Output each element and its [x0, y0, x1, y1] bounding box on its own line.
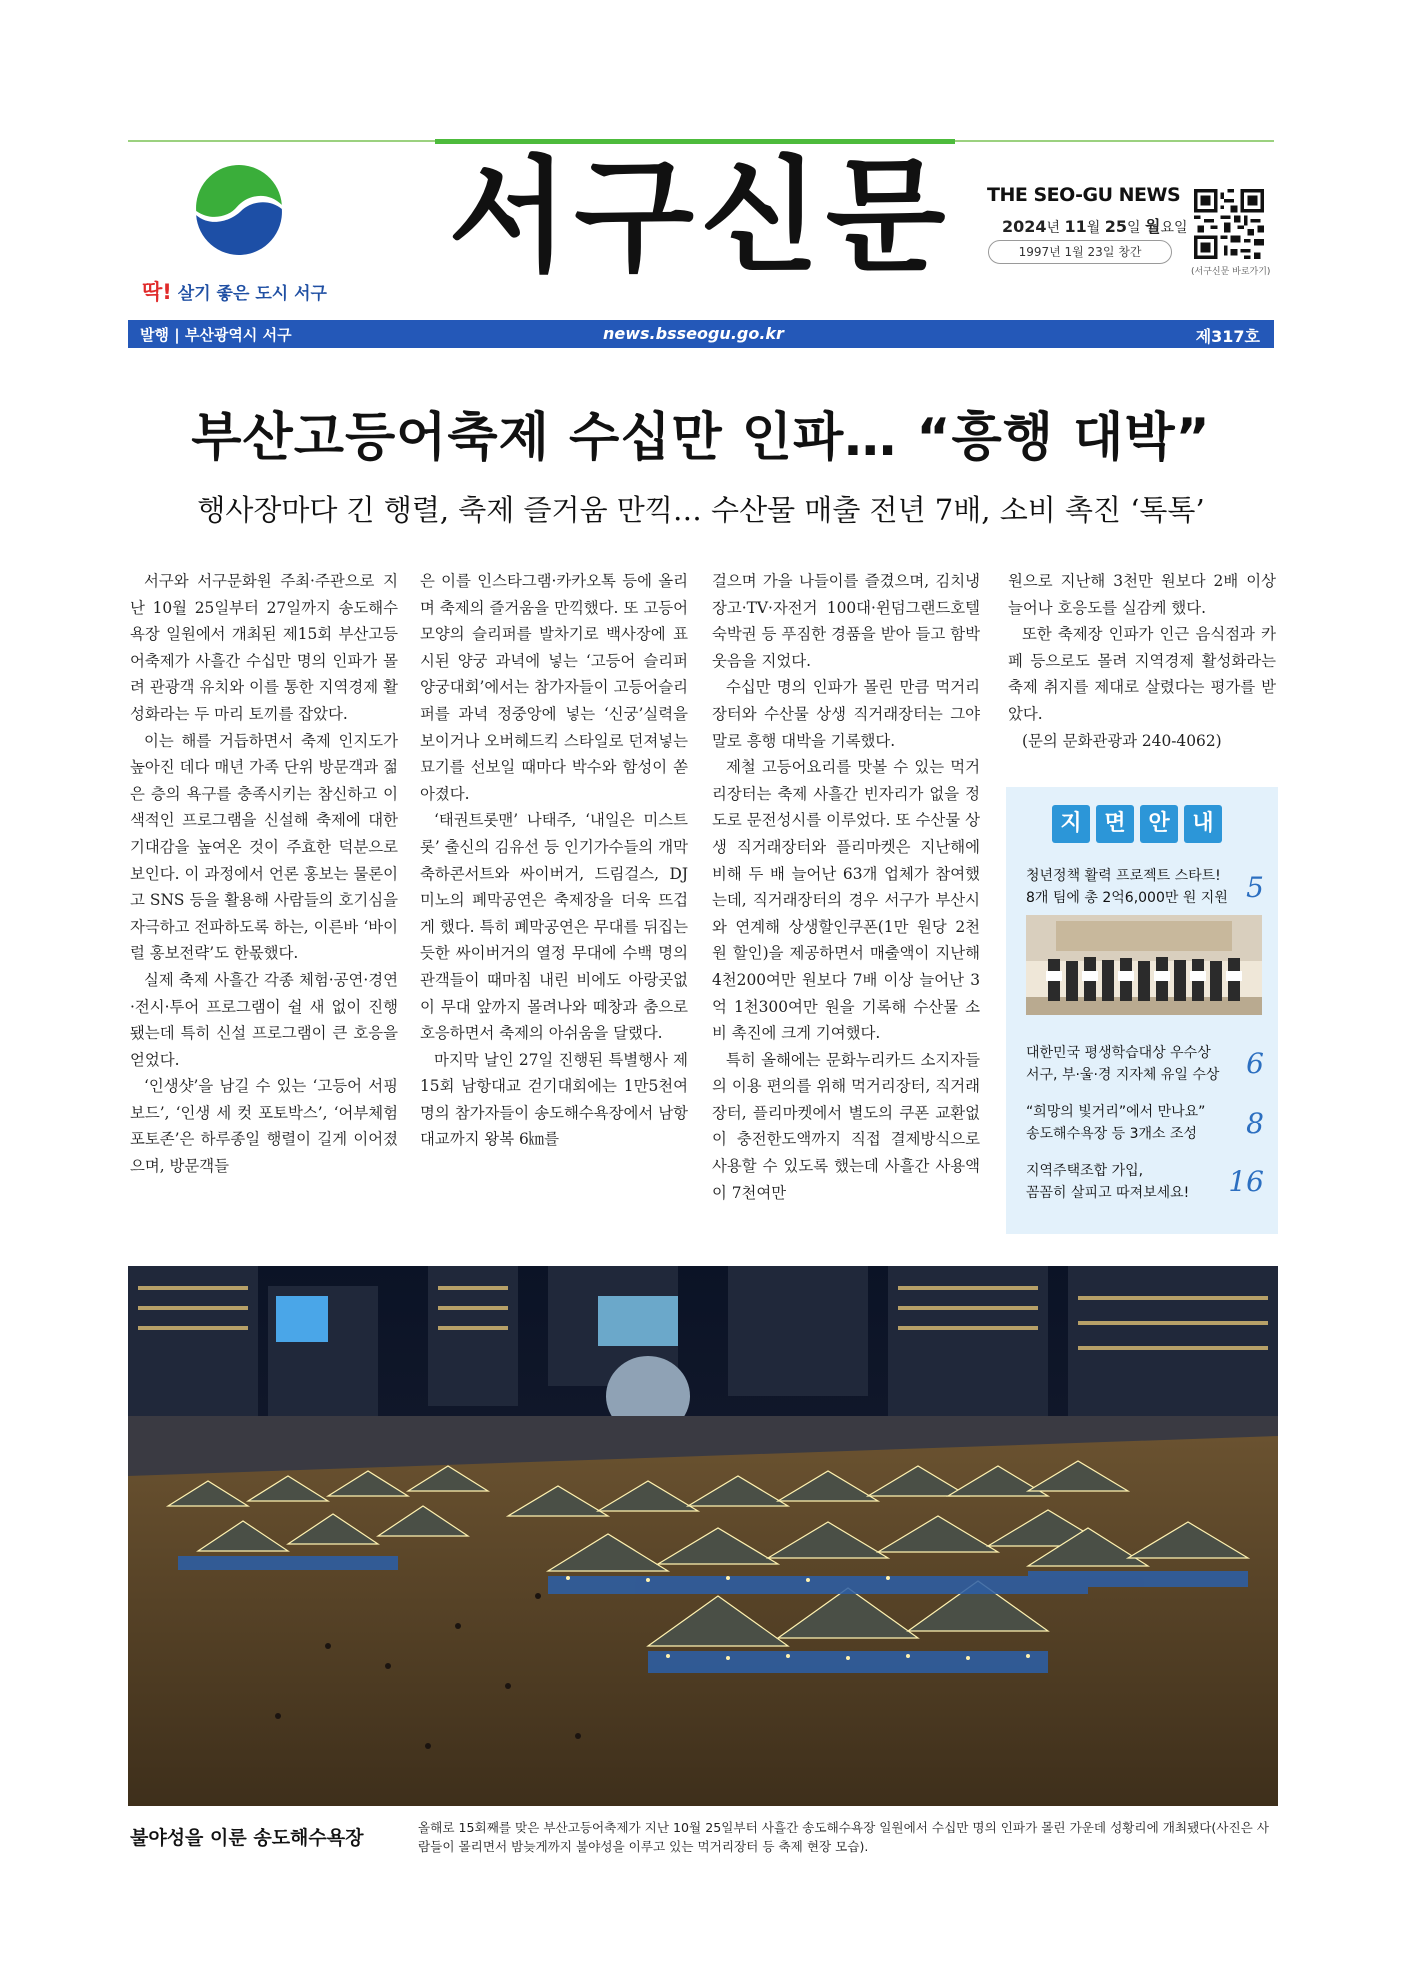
paragraph: 마지막 날인 27일 진행된 특별행사 제15회 남항대교 걷기대회에는 1만5천여 명의 참가자들이 송도해수욕장에서 남항대교까지 왕복 6㎞를	[420, 1050, 688, 1149]
website-link[interactable]: news.bsseogu.go.kr	[603, 324, 784, 343]
article-column-1	[130, 568, 398, 1180]
contact-line: (문의 문화관광과 240-4062)	[1022, 731, 1222, 750]
youth-project-photo	[1026, 915, 1262, 1015]
city-slogan: 딱! 살기 좋은 도시 서구	[142, 280, 327, 304]
index-item-lifelong-learning[interactable]	[1026, 1042, 1219, 1086]
paragraph: 서구와 서구문화원 주최·주관으로 지난 10월 25일부터 27일까지 송도해수욕장 일원에서 개최된 제15회 부산고등어축제가 사흘간 수십만 명의 인파가 몰려 관광객 유치와 이를 통한 지역경제 활성화라는 두 마리 토끼를 잡았다.	[130, 572, 398, 723]
paragraph: ‘태권트롯맨’ 나태주, ‘내일은 미스트롯’ 출신의 김유선 등 인기가수들의 개막 축하콘서트와 싸이버거, 드림걸스, DJ 미노의 폐막공연은 축제장을 더욱 뜨겁게 했다. 특히 폐막공연은 무대를 뒤집는 듯한 싸이버거의 열정 무대에 수백 명의 관객들이 때마침 내린 비에도 아랑곳없이 무대 앞까지 몰려나와 떼창과 춤으로 호응하면서 축제의 아쉬움을 달랬다.	[420, 811, 688, 1043]
index-item-line: 서구, 부·울·경 지자체 유일 수상	[1026, 1067, 1220, 1083]
photo-caption-text: 올해로 15회째를 맞은 부산고등어축제가 지난 10월 25일부터 사흘간 송도해수욕장 일원에서 수십만 명의 인파가 몰린 가운데 성황리에 개최됐다(사진은 사람들이 몰리면서 밤늦게까지 불야성을 이루고 있는 먹거리장터 등 축제 현장 모습).	[418, 1820, 1269, 1854]
paragraph: 특히 올해에는 문화누리카드 소지자들의 이용 편의를 위해 먹거리장터, 직거래장터, 플리마켓에서 별도의 쿠폰 교환없이 충전한도액까지 직접 결제방식으로 사용할 수 있도록 했는데 사흘간 사용액이 7천여만	[712, 1050, 980, 1202]
main-headline: 부산고등어축제 수십만 인파… “흥행 대박”	[191, 408, 1211, 468]
sub-headline: 행사장마다 긴 행렬, 축제 즐거움 만끽… 수산물 매출 전년 7배, 소비 촉진 ‘톡톡’	[197, 493, 1205, 527]
article-column-4	[1008, 568, 1276, 748]
index-page-number: 16	[1228, 1165, 1264, 1198]
index-page-number: 6	[1246, 1047, 1264, 1080]
index-item-housing[interactable]	[1026, 1160, 1189, 1204]
page-index-title	[1052, 805, 1228, 843]
index-title-char: 내	[1184, 805, 1222, 843]
index-title-char: 지	[1052, 805, 1090, 843]
publisher-label: 발행 | 부산광역시 서구	[140, 326, 292, 344]
article-column-2	[420, 568, 688, 1153]
newspaper-title: 서구신문	[448, 145, 952, 289]
index-title-char: 안	[1140, 805, 1178, 843]
paragraph: 은 이를 인스타그램·카카오톡 등에 올리며 축제의 즐거움을 만끽했다. 또 고등어모양의 슬리퍼를 발차기로 백사장에 표시된 양궁 과녁에 넣는 ‘고등어 슬리퍼 양궁대회’에서는 참가자들이 고등어슬리퍼를 과녁 정중앙에 넣는 ‘신궁’실력을 보이거나 오버헤드킥 스타일로 던져넣는 묘기를 선보일 때마다 박수와 함성이 쏟아졌다.	[420, 572, 688, 803]
info-band	[128, 320, 1274, 348]
paragraph: 걸으며 가을 나들이를 즐겼으며, 김치냉장고·TV·자전거 100대·윈덤그랜드호텔 숙박권 등 푸짐한 경품을 받아 들고 함박웃음을 지었다.	[712, 572, 980, 670]
festival-night-photo	[128, 1266, 1278, 1806]
index-item-youth-policy[interactable]	[1026, 865, 1228, 909]
paragraph: 제철 고등어요리를 맛볼 수 있는 먹거리장터는 축제 사흘간 빈자리가 없을 정도로 문전성시를 이루었다. 또 수산물 상생 직거래장터와 플리마켓은 지난해에 비해 두 배 늘어난 63개 업체가 참여했는데, 직거래장터의 경우 서구가 부산시와 연계해 상생할인쿠폰(1만 원당 2천 원 할인)을 제공하면서 매출액이 지난해 4천200여만 원보다 7배 이상 늘어난 3억 1천300여만 원을 기록해 수산물 소비 촉진에 크게 기여했다.	[712, 758, 980, 1043]
photo-caption-title: 불야성을 이룬 송도해수욕장	[130, 1827, 364, 1849]
index-item-light-street[interactable]	[1026, 1101, 1205, 1145]
page-index-box	[1006, 787, 1278, 1234]
index-item-line: 청년정책 활력 프로젝트 스타트!	[1026, 868, 1221, 884]
seogu-logo-icon	[188, 160, 290, 262]
paragraph: ‘인생샷’을 남길 수 있는 ‘고등어 서핑 보드’, ‘인생 세 컷 포토박스’, ‘어부체험 포토존’은 하루종일 행렬이 길게 이어졌으며, 방문객들	[130, 1077, 398, 1176]
paragraph: 수십만 명의 인파가 몰린 만큼 먹거리장터와 수산물 상생 직거래장터는 그야말로 흥행 대박을 기록했다.	[712, 678, 980, 750]
index-item-line: 지역주택조합 가입,	[1026, 1163, 1144, 1179]
index-title-char: 면	[1096, 805, 1134, 843]
index-item-line: 대한민국 평생학습대상 우수상	[1026, 1045, 1211, 1061]
top-rule-accent	[435, 139, 955, 144]
paragraph: 실제 축제 사흘간 각종 체험·공연·경연·전시·투어 프로그램이 쉴 새 없이 진행됐는데 특히 신설 프로그램이 큰 호응을 얻었다.	[130, 970, 398, 1069]
founded-date: 1997년 1월 23일 창간	[988, 240, 1172, 264]
issue-number: 제317호	[1195, 327, 1260, 346]
index-item-line: 송도해수욕장 등 3개소 조성	[1026, 1126, 1198, 1142]
index-page-number: 8	[1246, 1107, 1264, 1140]
qr-code-icon[interactable]	[1194, 189, 1264, 259]
paragraph: 이는 해를 거듭하면서 축제 인지도가 높아진 데다 매년 가족 단위 방문객과 젊은 층의 욕구를 충족시키는 참신하고 이색적인 프로그램을 신설해 축제에 대한 기대감을 높여온 것이 주효한 덕분으로 보인다. 이 과정에서 언론 홍보는 물론이고 SNS 등을 활용해 사람들의 호기심을 자극하고 전파하도록 하는, 이른바 ‘바이럴 홍보전략’도 한몫했다.	[130, 731, 398, 963]
paragraph: 또한 축제장 인파가 인근 음식점과 카페 등으로도 몰려 지역경제 활성화라는 축제 취지를 제대로 살렸다는 평가를 받았다.	[1008, 625, 1276, 723]
index-item-line: “희망의 빛거리”에서 만나요”	[1026, 1104, 1206, 1120]
index-item-line: 꼼꼼히 살피고 따져보세요!	[1026, 1185, 1190, 1201]
index-item-line: 8개 팀에 총 2억6,000만 원 지원	[1026, 890, 1228, 906]
paragraph: 원으로 지난해 3천만 원보다 2배 이상 늘어나 호응도를 실감케 했다.	[1008, 572, 1276, 617]
english-name: THE SEO-GU NEWS	[987, 184, 1181, 206]
issue-date: 2024년 11월 25일 월요일	[1002, 217, 1188, 236]
qr-label: (서구신문 바로가기)	[1191, 267, 1271, 277]
article-column-3	[712, 568, 980, 1206]
index-page-number: 5	[1246, 871, 1264, 904]
